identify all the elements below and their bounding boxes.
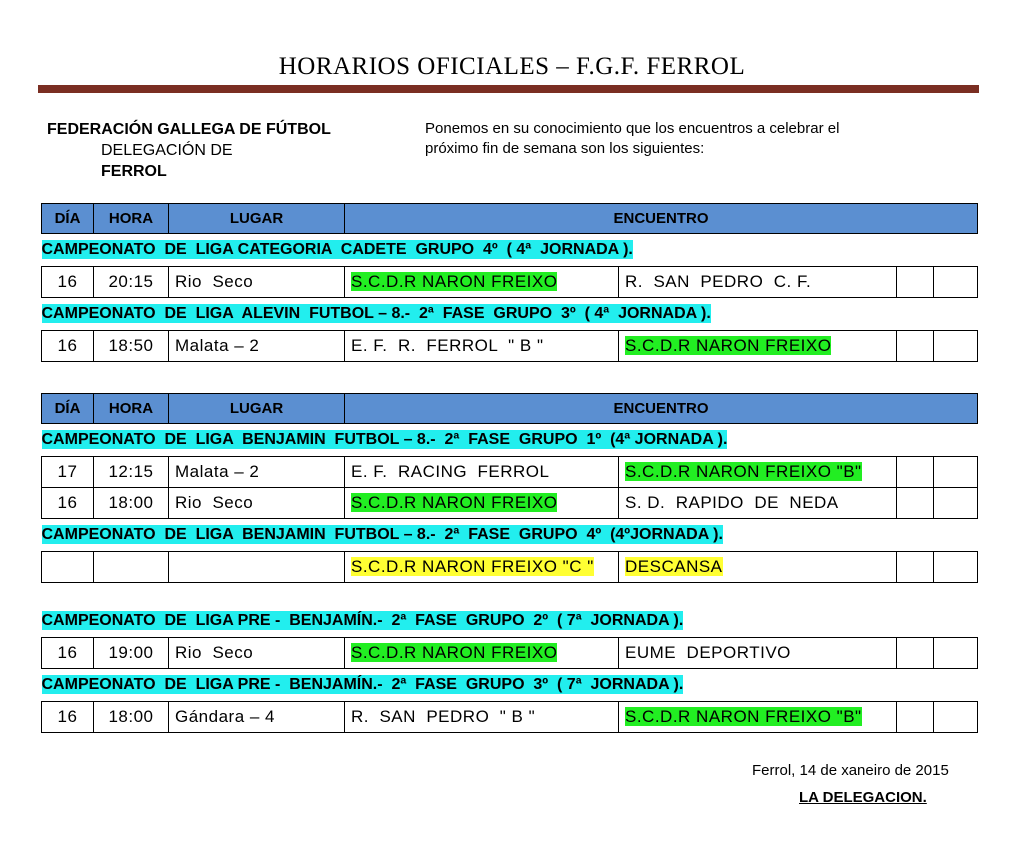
table-header-row [42,394,978,424]
category-row [42,234,978,267]
cell-hora: 18:50 [94,331,169,362]
footer-date: Ferrol, 14 de xaneiro de 2015 [752,762,949,779]
col-hora: HORA [94,394,169,424]
schedule-table-1 [41,203,978,362]
table-row [42,552,978,583]
cell-dia: 16 [42,267,94,298]
cell-local: S.C.D.R NARON FREIXO [351,272,558,291]
cell-visitante: DESCANSA [625,557,723,576]
cell-visitante: S. D. RAPIDO DE NEDA [619,488,897,519]
schedule-table-2 [41,393,978,583]
table-row [42,638,978,669]
table-row [42,488,978,519]
category-title: CAMPEONATO DE LIGA PRE - BENJAMÍN.- 2ª FASE GRUPO 2º ( 7ª JORNADA ). [41,612,684,629]
cell-dia: 16 [42,331,94,362]
title-rule [38,85,979,93]
cell-empty [934,702,978,733]
cell-visitante: S.C.D.R NARON FREIXO "B" [625,707,862,726]
cell-lugar: Gándara – 4 [169,702,345,733]
cell-lugar: Malata – 2 [169,457,345,488]
cell-empty [897,267,934,298]
schedule-table-3 [41,605,978,733]
cell-hora: 18:00 [94,702,169,733]
cell-lugar: Rio Seco [169,488,345,519]
table-row [42,267,978,298]
table-header-row [42,204,978,234]
cell-local: R. SAN PEDRO " B " [345,702,619,733]
org-name: FEDERACIÓN GALLEGA DE FÚTBOL [47,121,331,138]
cell-hora: 20:15 [94,267,169,298]
org-city: FERROL [101,163,167,180]
cell-empty [897,457,934,488]
category-title: CAMPEONATO DE LIGA BENJAMIN FUTBOL – 8.- 2ª FASE GRUPO 1º (4ª JORNADA ). [41,431,728,448]
cell-empty [897,552,934,583]
category-row [42,519,978,552]
cell-empty [934,552,978,583]
col-encuentro: ENCUENTRO [345,394,978,424]
cell-local: S.C.D.R NARON FREIXO [351,493,558,512]
page-title: HORARIOS OFICIALES – F.G.F. FERROL [278,53,746,80]
cell-hora: 19:00 [94,638,169,669]
cell-visitante: S.C.D.R NARON FREIXO [625,336,832,355]
cell-empty [897,638,934,669]
col-hora: HORA [94,204,169,234]
cell-local: S.C.D.R NARON FREIXO "C " [351,557,594,576]
table-row [42,331,978,362]
cell-lugar: Rio Seco [169,267,345,298]
cell-dia: 16 [42,488,94,519]
cell-local: E. F. RACING FERROL [345,457,619,488]
table-row [42,457,978,488]
cell-empty [934,267,978,298]
col-dia: DÍA [42,204,94,234]
col-lugar: LUGAR [169,394,345,424]
cell-hora: 12:15 [94,457,169,488]
category-title: CAMPEONATO DE LIGA ALEVIN FUTBOL – 8.- 2ª FASE GRUPO 3º ( 4ª JORNADA ). [41,305,711,322]
cell-dia: 16 [42,638,94,669]
intro-line-1: Ponemos en su conocimiento que los encuentros a celebrar el [425,120,840,137]
cell-dia: 16 [42,702,94,733]
category-title: CAMPEONATO DE LIGA CATEGORIA CADETE GRUPO 4º ( 4ª JORNADA ). [41,241,633,258]
intro-line-2: próximo fin de semana son los siguientes: [425,140,705,157]
category-title: CAMPEONATO DE LIGA PRE - BENJAMÍN.- 2ª FASE GRUPO 3º ( 7ª JORNADA ). [41,676,684,693]
cell-dia: 17 [42,457,94,488]
cell-hora: 18:00 [94,488,169,519]
cell-visitante: R. SAN PEDRO C. F. [619,267,897,298]
org-delegation: DELEGACIÓN DE [101,142,233,159]
intro-text [425,119,895,159]
cell-local: E. F. R. FERROL " B " [345,331,619,362]
cell-empty [934,331,978,362]
cell-lugar: Malata – 2 [169,331,345,362]
col-lugar: LUGAR [169,204,345,234]
cell-hora [94,552,169,583]
cell-lugar: Rio Seco [169,638,345,669]
col-dia: DÍA [42,394,94,424]
category-row [42,605,978,638]
category-row [42,424,978,457]
cell-empty [934,638,978,669]
category-title: CAMPEONATO DE LIGA BENJAMIN FUTBOL – 8.- 2ª FASE GRUPO 4º (4ºJORNADA ). [41,526,723,543]
cell-empty [934,488,978,519]
footer-signature: LA DELEGACION. [799,789,927,806]
organization-block [47,119,331,182]
cell-empty [897,331,934,362]
cell-empty [897,702,934,733]
category-row [42,669,978,702]
table-row [42,702,978,733]
cell-lugar [169,552,345,583]
cell-empty [934,457,978,488]
cell-empty [897,488,934,519]
cell-visitante: S.C.D.R NARON FREIXO "B" [625,462,862,481]
cell-visitante: EUME DEPORTIVO [619,638,897,669]
col-encuentro: ENCUENTRO [345,204,978,234]
cell-local: S.C.D.R NARON FREIXO [351,643,558,662]
category-row [42,298,978,331]
cell-dia [42,552,94,583]
